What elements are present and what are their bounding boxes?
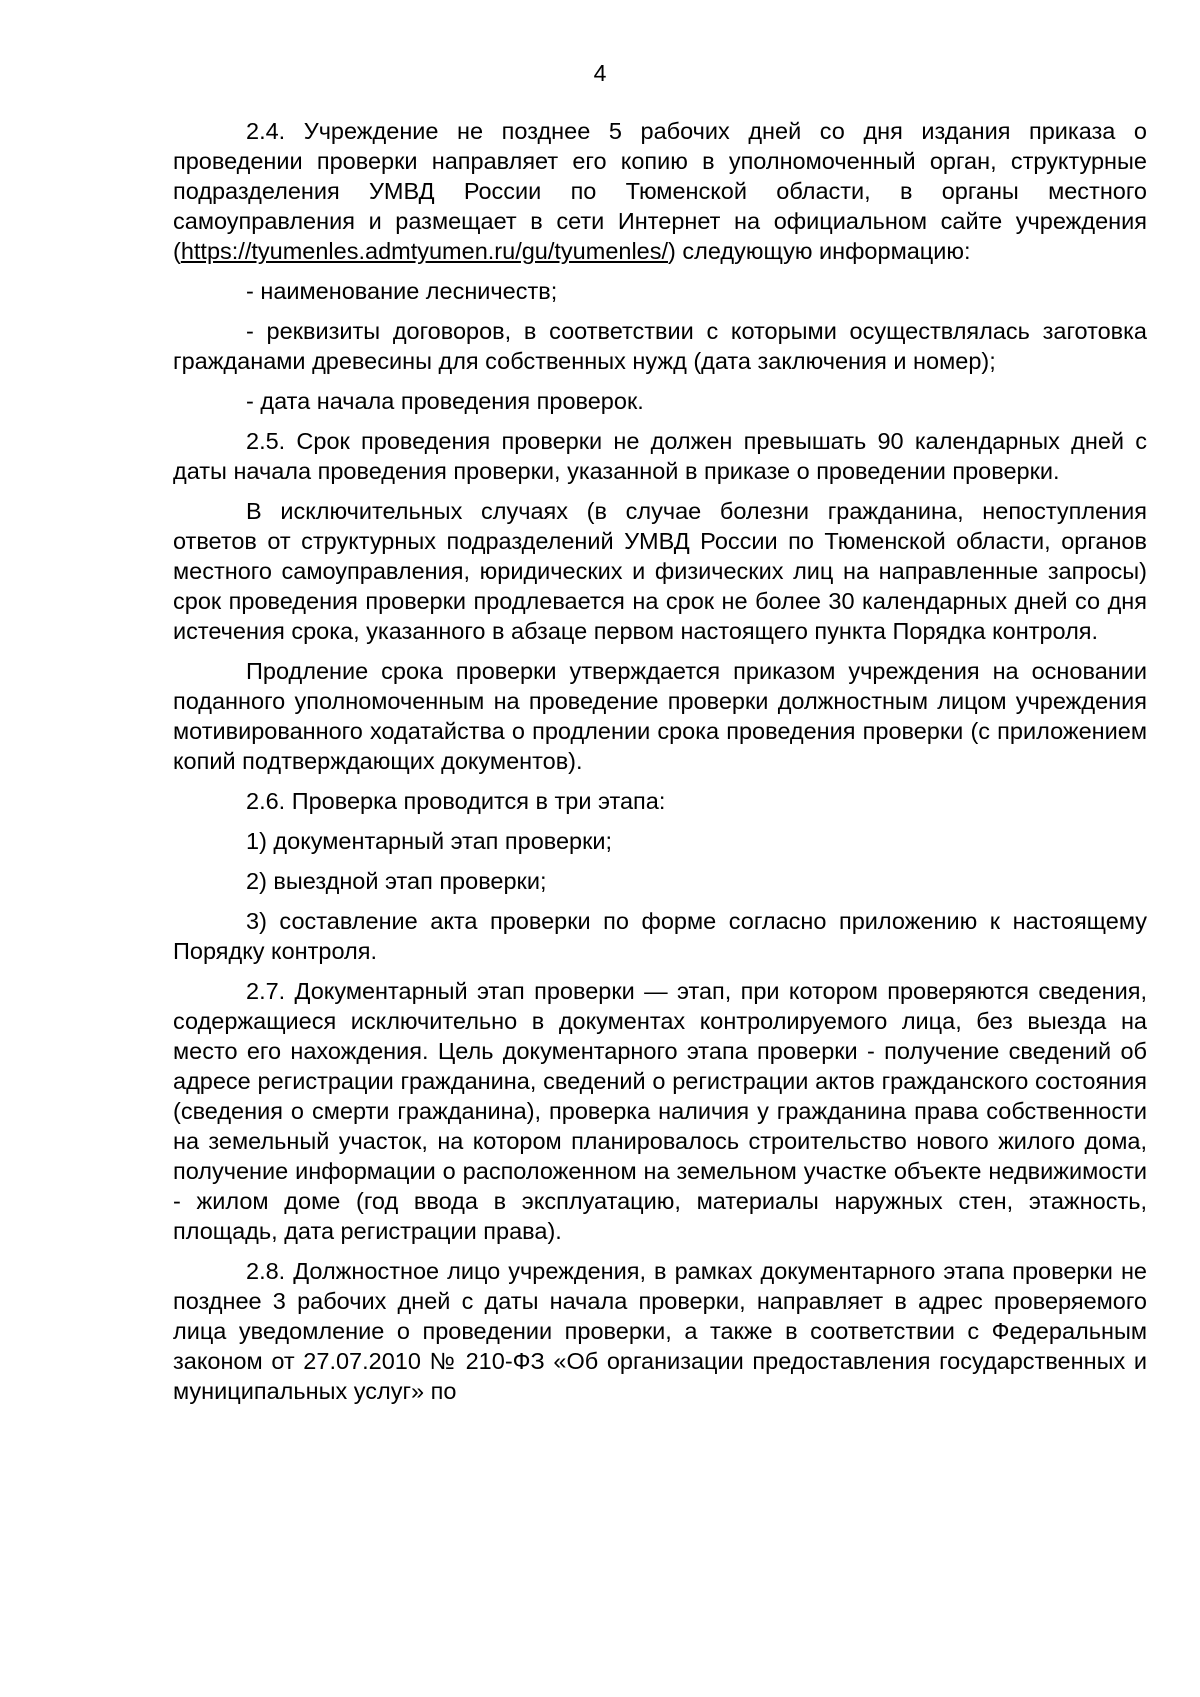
paragraph-2-4 (173, 116, 1147, 266)
stage-item-2: 2) выездной этап проверки; (246, 868, 547, 894)
paragraph-2-5-extension: Продление срока проверки утверждается приказом учреждения на основании поданного уполномоченным на проведение проверки должностным лицом учреждения мотивированного ходатайства о продлении срока проведения проверки (с приложением копий подтверждающих документов). (173, 658, 1147, 774)
stage-item-3: 3) составление акта проверки по форме согласно приложению к настоящему Порядку контроля. (173, 908, 1147, 964)
page-number: 4 (593, 60, 607, 86)
list-item-forestries: - наименование лесничеств; (246, 278, 558, 304)
official-site-link[interactable]: https://tyumenles.admtyumen.ru/gu/tyumenles/ (180, 238, 669, 264)
list-item-start-date: - дата начала проведения проверок. (246, 388, 644, 414)
paragraph-2-6: 2.6. Проверка проводится в три этапа: (246, 788, 666, 814)
paragraph-2-8: 2.8. Должностное лицо учреждения, в рамках документарного этапа проверки не позднее 3 рабочих дней с даты начала проверки, направляет в адрес проверяемого лица уведомление о проведении проверки, а также в соответствии с Федеральным законом от 27.07.2010 № 210-ФЗ «Об организации предоставления государственных и муниципальных услуг» по (173, 1258, 1147, 1404)
stage-item-1: 1) документарный этап проверки; (246, 828, 613, 854)
paragraph-2-4-text: 2.4. Учреждение не позднее 5 рабочих дней со дня издания приказа о проведении проверки направляет его копию в уполномоченный орган, структурные подразделения УМВД России по Тюменской области, в органы местного самоуправления и размещает в сети Интернет на официальном сайте учреждения ( (173, 118, 1147, 264)
list-item-contracts: - реквизиты договоров, в соответствии с которыми осуществлялась заготовка гражданами древесины для собственных нужд (дата заключения и номер); (173, 318, 1147, 374)
document-body (173, 116, 1147, 1416)
paragraph-2-5: 2.5. Срок проведения проверки не должен превышать 90 календарных дней с даты начала проведения проверки, указанной в приказе о проведении проверки. (173, 428, 1147, 484)
paragraph-2-7: 2.7. Документарный этап проверки — этап, при котором проверяются сведения, содержащиеся исключительно в документах контролируемого лица, без выезда на место его нахождения. Цель документарного этапа проверки - получение сведений об адресе регистрации гражданина, сведений о регистрации актов гражданского состояния (сведения о смерти гражданина), проверка наличия у гражданина права собственности на земельный участок, на котором планировалось строительство нового жилого дома, получение информации о расположенном на земельном участке объекте недвижимости - жилом доме (год ввода в эксплуатацию, материалы наружных стен, этажность, площадь, дата регистрации права). (173, 978, 1147, 1244)
paragraph-2-5-exceptional-cases: В исключительных случаях (в случае болезни гражданина, непоступления ответов от структурных подразделений УМВД России по Тюменской области, органов местного самоуправления, юридических и физических лиц на направленные запросы) срок проведения проверки продлевается на срок не более 30 календарных дней со дня истечения срока, указанного в абзаце первом настоящего пункта Порядка контроля. (173, 498, 1147, 644)
paragraph-2-4-tail: ) следующую информацию: (668, 238, 971, 264)
